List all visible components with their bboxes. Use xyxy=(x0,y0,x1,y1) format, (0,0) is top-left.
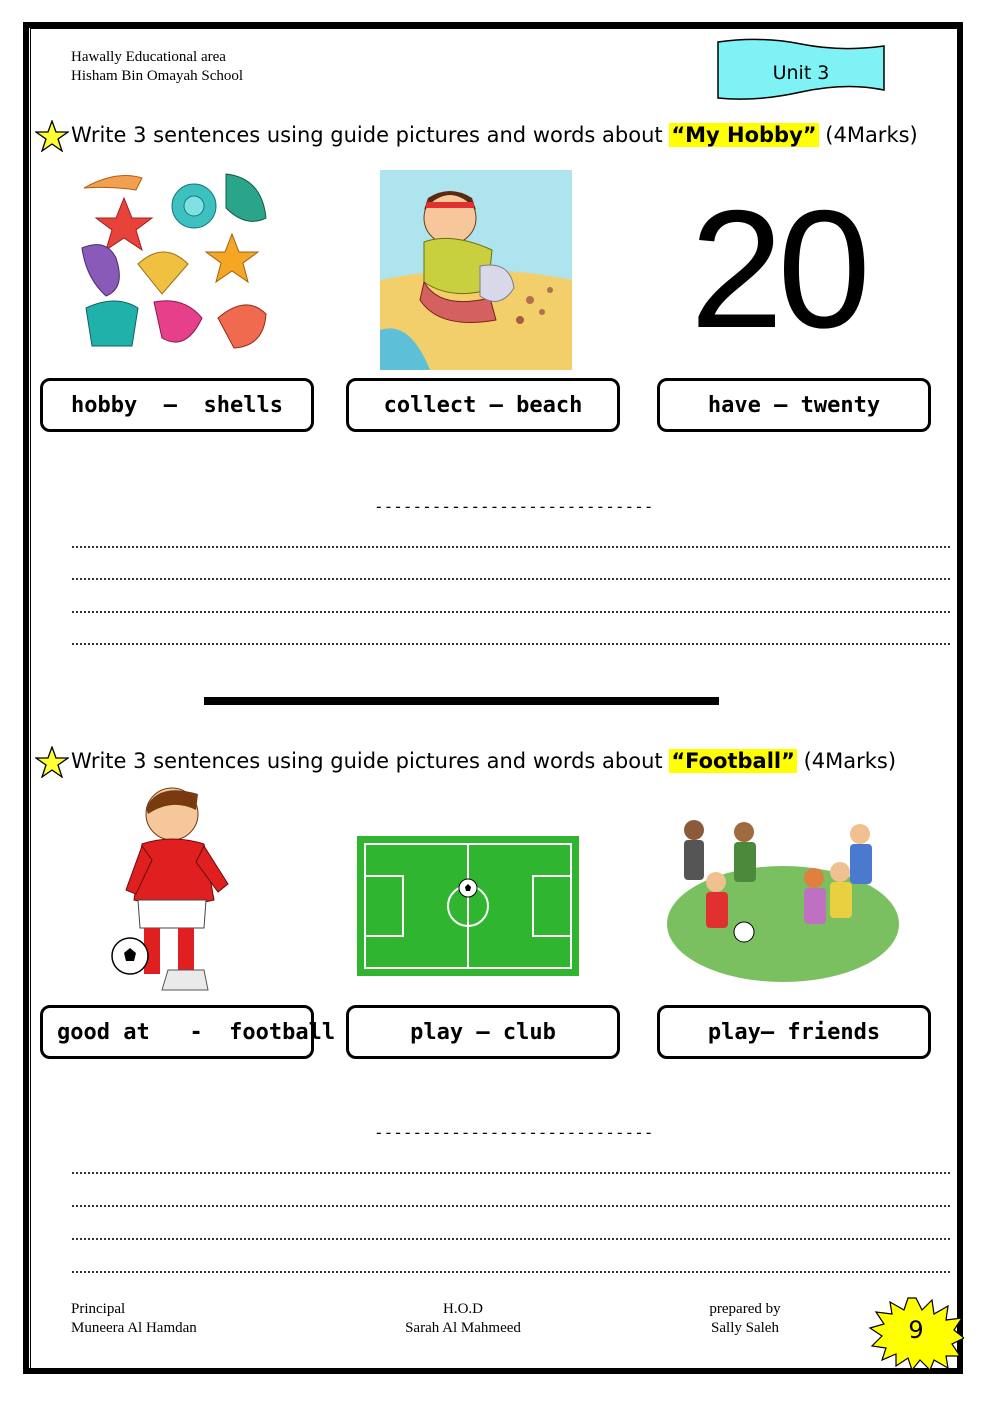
instruction-2-text: Write 3 sentences using guide pictures and words about xyxy=(71,749,670,773)
prepared-title: prepared by xyxy=(709,1301,781,1317)
writing-line[interactable] xyxy=(72,1205,950,1209)
page-number: 9 xyxy=(908,1316,924,1344)
writing-line[interactable] xyxy=(72,1271,950,1275)
unit-label: Unit 3 xyxy=(772,62,830,84)
instruction-2 xyxy=(35,746,896,778)
writing-line[interactable] xyxy=(72,1172,950,1176)
instruction-2-topic: “Football” xyxy=(671,749,795,773)
word-box-play-friends: play– friends xyxy=(657,1005,931,1059)
title-line-2: ----------------------------- xyxy=(374,1123,654,1142)
word-box-collect-beach: collect – beach xyxy=(346,378,620,432)
footer-principal xyxy=(71,1300,197,1338)
footer-prepared xyxy=(700,1300,790,1338)
writing-line[interactable] xyxy=(72,578,950,582)
friends-playing-football-image xyxy=(664,812,902,988)
boy-collecting-shells-image xyxy=(380,170,572,370)
principal-name: Muneera Al Hamdan xyxy=(71,1320,197,1336)
title-line-1: ----------------------------- xyxy=(374,497,654,516)
number-twenty: 20 xyxy=(690,175,865,363)
prepared-name: Sally Saleh xyxy=(711,1320,779,1336)
instruction-1-topic: “My Hobby” xyxy=(671,123,817,147)
football-pitch-image xyxy=(357,836,579,976)
instruction-1-marks: (4Marks) xyxy=(818,123,918,147)
seashells-image xyxy=(76,168,272,356)
word-box-hobby-shells: hobby – shells xyxy=(40,378,314,432)
footer-hod xyxy=(398,1300,528,1338)
writing-line[interactable] xyxy=(72,643,950,647)
writing-line[interactable] xyxy=(72,546,950,550)
section-divider xyxy=(204,697,719,705)
writing-line[interactable] xyxy=(72,1238,950,1242)
principal-title: Principal xyxy=(71,1301,126,1317)
hod-title: H.O.D xyxy=(443,1301,483,1317)
hod-name: Sarah Al Mahmeed xyxy=(405,1320,521,1336)
word-box-play-club: play – club xyxy=(346,1005,620,1059)
instruction-1-text: Write 3 sentences using guide pictures and words about xyxy=(71,123,670,147)
star-icon xyxy=(35,746,69,778)
instruction-1 xyxy=(35,120,918,152)
writing-line[interactable] xyxy=(72,611,950,615)
star-icon xyxy=(35,120,69,152)
word-box-have-twenty: have – twenty xyxy=(657,378,931,432)
header-school: Hisham Bin Omayah School xyxy=(71,68,244,84)
school-header xyxy=(71,48,243,86)
football-player-image xyxy=(108,780,236,1002)
word-box-good-at-football: good at - football xyxy=(40,1005,314,1059)
header-area: Hawally Educational area xyxy=(71,49,226,65)
instruction-2-marks: (4Marks) xyxy=(796,749,897,773)
